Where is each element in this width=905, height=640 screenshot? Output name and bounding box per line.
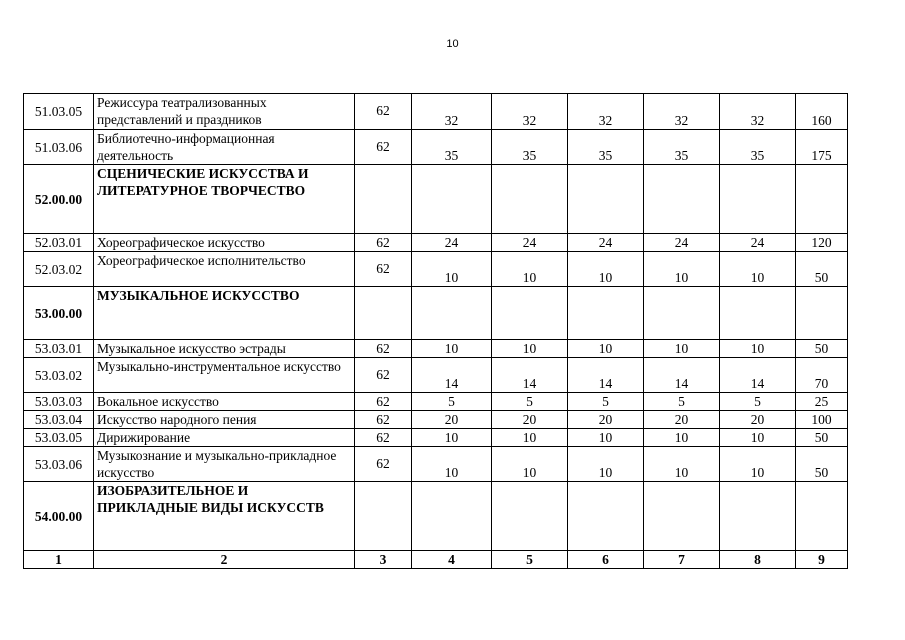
name-cell: Музыкально-инструментальное искусство [94, 358, 355, 393]
value-cell: 20 [720, 411, 796, 429]
value-cell: 24 [720, 234, 796, 252]
code-cell: 53.00.00 [24, 287, 94, 340]
column-number-cell: 4 [412, 551, 492, 569]
value-cell: 10 [492, 252, 568, 287]
value-cell: 35 [412, 130, 492, 165]
empty-cell [492, 165, 568, 234]
value-cell: 10 [644, 340, 720, 358]
value-cell: 10 [644, 429, 720, 447]
column-3-cell: 62 [355, 130, 412, 165]
value-cell: 24 [412, 234, 492, 252]
code-cell: 53.03.03 [24, 393, 94, 411]
value-cell: 10 [412, 340, 492, 358]
empty-cell [568, 482, 644, 551]
empty-cell [644, 165, 720, 234]
name-cell: Режиссура театрализованных представлений и праздников [94, 94, 355, 130]
column-3-cell: 62 [355, 340, 412, 358]
value-cell: 10 [492, 447, 568, 482]
column-number-cell: 2 [94, 551, 355, 569]
name-cell: Музыкальное искусство эстрады [94, 340, 355, 358]
table-row [24, 130, 848, 165]
name-cell: ИЗОБРАЗИТЕЛЬНОЕ И ПРИКЛАДНЫЕ ВИДЫ ИСКУССТВ [94, 482, 355, 551]
value-cell: 10 [720, 447, 796, 482]
value-cell: 24 [644, 234, 720, 252]
column-number-cell: 5 [492, 551, 568, 569]
empty-cell [720, 482, 796, 551]
table-row [24, 411, 848, 429]
code-cell: 53.03.06 [24, 447, 94, 482]
value-cell: 35 [568, 130, 644, 165]
empty-cell [355, 165, 412, 234]
table-row [24, 94, 848, 130]
value-cell: 14 [412, 358, 492, 393]
value-cell: 5 [492, 393, 568, 411]
value-cell: 32 [412, 94, 492, 130]
column-3-cell: 62 [355, 252, 412, 287]
code-cell: 53.03.05 [24, 429, 94, 447]
value-cell: 20 [644, 411, 720, 429]
code-cell: 51.03.05 [24, 94, 94, 130]
value-cell: 25 [796, 393, 848, 411]
column-number-cell: 1 [24, 551, 94, 569]
value-cell: 10 [644, 447, 720, 482]
value-cell: 24 [568, 234, 644, 252]
name-cell: Дирижирование [94, 429, 355, 447]
value-cell: 35 [720, 130, 796, 165]
table-row [24, 393, 848, 411]
table-row [24, 252, 848, 287]
value-cell: 35 [492, 130, 568, 165]
value-cell: 32 [720, 94, 796, 130]
value-cell: 14 [492, 358, 568, 393]
empty-cell [720, 287, 796, 340]
column-number-cell: 7 [644, 551, 720, 569]
table-row [24, 340, 848, 358]
empty-cell [355, 287, 412, 340]
table-row [24, 234, 848, 252]
column-number-row [24, 551, 848, 569]
group-row [24, 165, 848, 234]
name-cell: Хореографическое искусство [94, 234, 355, 252]
empty-cell [492, 287, 568, 340]
value-cell: 50 [796, 340, 848, 358]
column-3-cell: 62 [355, 411, 412, 429]
group-row [24, 287, 848, 340]
code-cell: 53.03.04 [24, 411, 94, 429]
value-cell: 35 [644, 130, 720, 165]
table-row [24, 429, 848, 447]
value-cell: 10 [720, 340, 796, 358]
value-cell: 14 [644, 358, 720, 393]
column-3-cell: 62 [355, 94, 412, 130]
specialties-table [23, 93, 848, 569]
table-row [24, 447, 848, 482]
value-cell: 160 [796, 94, 848, 130]
value-cell: 10 [568, 447, 644, 482]
value-cell: 50 [796, 252, 848, 287]
column-3-cell: 62 [355, 393, 412, 411]
group-row [24, 482, 848, 551]
code-cell: 52.00.00 [24, 165, 94, 234]
value-cell: 5 [644, 393, 720, 411]
value-cell: 120 [796, 234, 848, 252]
value-cell: 10 [568, 340, 644, 358]
value-cell: 10 [568, 429, 644, 447]
column-3-cell: 62 [355, 429, 412, 447]
value-cell: 5 [412, 393, 492, 411]
column-3-cell: 62 [355, 447, 412, 482]
name-cell: СЦЕНИЧЕСКИЕ ИСКУССТВА И ЛИТЕРАТУРНОЕ ТВОРЧЕСТВО [94, 165, 355, 234]
name-cell: МУЗЫКАЛЬНОЕ ИСКУССТВО [94, 287, 355, 340]
empty-cell [492, 482, 568, 551]
value-cell: 10 [492, 340, 568, 358]
value-cell: 32 [568, 94, 644, 130]
value-cell: 10 [568, 252, 644, 287]
value-cell: 10 [492, 429, 568, 447]
value-cell: 14 [720, 358, 796, 393]
value-cell: 20 [492, 411, 568, 429]
page-number: 10 [446, 38, 459, 50]
value-cell: 5 [720, 393, 796, 411]
empty-cell [644, 482, 720, 551]
empty-cell [796, 287, 848, 340]
empty-cell [412, 287, 492, 340]
value-cell: 50 [796, 429, 848, 447]
empty-cell [355, 482, 412, 551]
column-number-cell: 9 [796, 551, 848, 569]
empty-cell [412, 165, 492, 234]
value-cell: 175 [796, 130, 848, 165]
empty-cell [796, 165, 848, 234]
column-3-cell: 62 [355, 234, 412, 252]
empty-cell [796, 482, 848, 551]
code-cell: 54.00.00 [24, 482, 94, 551]
column-number-cell: 8 [720, 551, 796, 569]
empty-cell [412, 482, 492, 551]
empty-cell [568, 165, 644, 234]
name-cell: Искусство народного пения [94, 411, 355, 429]
value-cell: 24 [492, 234, 568, 252]
empty-cell [568, 287, 644, 340]
column-number-cell: 3 [355, 551, 412, 569]
empty-cell [644, 287, 720, 340]
value-cell: 32 [492, 94, 568, 130]
value-cell: 14 [568, 358, 644, 393]
value-cell: 20 [412, 411, 492, 429]
code-cell: 51.03.06 [24, 130, 94, 165]
value-cell: 32 [644, 94, 720, 130]
value-cell: 10 [644, 252, 720, 287]
value-cell: 20 [568, 411, 644, 429]
value-cell: 100 [796, 411, 848, 429]
code-cell: 53.03.01 [24, 340, 94, 358]
value-cell: 70 [796, 358, 848, 393]
code-cell: 52.03.01 [24, 234, 94, 252]
name-cell: Вокальное искусство [94, 393, 355, 411]
value-cell: 50 [796, 447, 848, 482]
column-number-cell: 6 [568, 551, 644, 569]
column-3-cell: 62 [355, 358, 412, 393]
value-cell: 10 [412, 252, 492, 287]
name-cell: Библиотечно-информационная деятельность [94, 130, 355, 165]
value-cell: 10 [720, 252, 796, 287]
value-cell: 5 [568, 393, 644, 411]
empty-cell [720, 165, 796, 234]
name-cell: Хореографическое исполнительство [94, 252, 355, 287]
name-cell: Музыкознание и музыкально-прикладное искусство [94, 447, 355, 482]
code-cell: 53.03.02 [24, 358, 94, 393]
code-cell: 52.03.02 [24, 252, 94, 287]
table-row [24, 358, 848, 393]
value-cell: 10 [412, 447, 492, 482]
value-cell: 10 [412, 429, 492, 447]
value-cell: 10 [720, 429, 796, 447]
